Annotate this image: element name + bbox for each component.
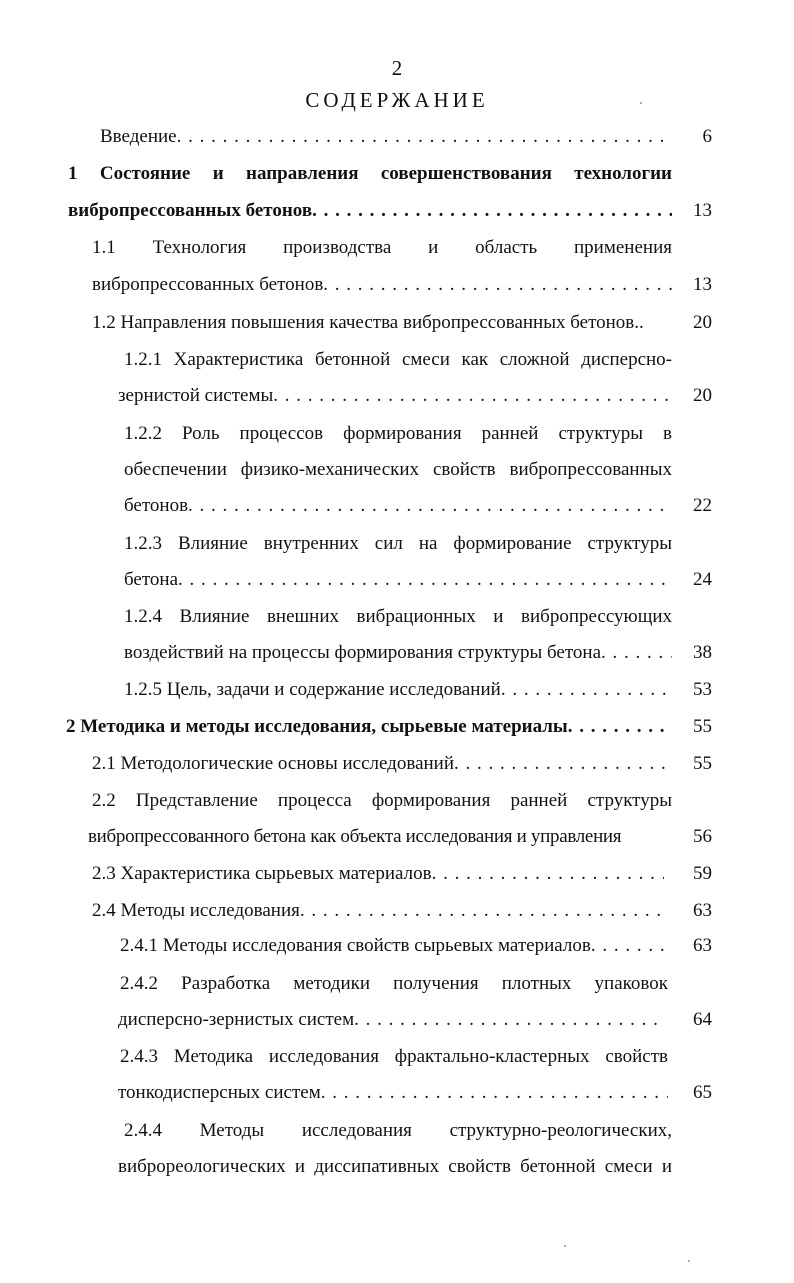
toc-leader-dots: [354, 1004, 664, 1036]
toc-entry-s1-2-1-line1: 1.2.1 Характеристика бетонной смеси как сложной дисперсно-: [124, 349, 672, 370]
toc-entry-s2-2: вибропрессованного бетона как объекта исследования и управления: [88, 826, 622, 847]
toc-entry-s1-2-2: [124, 490, 672, 522]
toc-page-number: 13: [693, 200, 712, 221]
toc-leader-dots: [323, 269, 672, 301]
toc-page-number: 59: [693, 863, 712, 884]
toc-entry-s1-2-1: [118, 380, 672, 412]
toc-leader-dots: [454, 748, 672, 780]
toc-entry-s2-3: [92, 858, 664, 890]
toc-entry-s1-2-3-line1: 1.2.3 Влияние внутренних сил на формирование структуры: [124, 533, 672, 554]
toc-entry-text: дисперсно-зернистых систем: [118, 1009, 355, 1030]
toc-leader-dots: [501, 674, 672, 706]
toc-entry-s1-2-4-line1: 1.2.4 Влияние внешних вибрационных и вибропрессующих: [124, 606, 672, 627]
toc-entry-s1-line1: 1 Состояние и направления совершенствования технологии: [68, 163, 672, 184]
toc-entry-s2-4-1: [120, 930, 668, 962]
toc-entry-s2-1: [92, 748, 672, 780]
toc-page-number: 6: [702, 126, 712, 147]
toc-entry-text: Введение: [100, 126, 177, 147]
toc-leader-dots: [177, 121, 672, 153]
toc-entry-text: 1.2.5 Цель, задачи и содержание исследований: [124, 679, 501, 700]
toc-entry-s2-4-2: [118, 1004, 664, 1036]
toc-page-number: 63: [693, 935, 712, 956]
scan-speck: [640, 102, 642, 104]
toc-leader-dots: [321, 1077, 668, 1109]
toc-entry-s1-1: [92, 269, 672, 301]
toc-leader-dots: [432, 858, 664, 890]
toc-entry-text: воздействий на процессы формирования структуры бетона: [124, 642, 602, 663]
toc-page-number: 20: [693, 312, 712, 333]
toc-leader-dots: [188, 490, 672, 522]
toc-entry-text: вибропрессованных бетонов: [68, 200, 313, 221]
page-title: СОДЕРЖАНИЕ: [305, 88, 489, 112]
page-number: 2: [391, 56, 403, 80]
toc-entry-s1-2-3: [124, 564, 672, 596]
toc-entry-s2-2-line1: 2.2 Представление процесса формирования ранней структуры: [92, 790, 672, 811]
toc-entry-text: тонкодисперсных систем: [118, 1082, 321, 1103]
toc-page-number: 55: [693, 716, 712, 737]
toc-entry-text: 2.4.1 Методы исследования свойств сырьевых материалов: [120, 935, 591, 956]
toc-page-number: 53: [693, 679, 712, 700]
toc-entry-s2: [66, 711, 672, 743]
toc-page-number: 55: [693, 753, 712, 774]
toc-page-number: 38: [693, 642, 712, 663]
toc-entry-s1-2: 1.2 Направления повышения качества вибропрессованных бетонов..: [92, 312, 644, 333]
toc-leader-dots: [601, 637, 672, 669]
toc-leader-dots: [273, 380, 672, 412]
toc-page-number: 13: [693, 274, 712, 295]
toc-entry-text: 2.4 Методы исследования: [92, 900, 300, 921]
toc-leader-dots: [178, 564, 672, 596]
toc-entry-s2-4-3: [118, 1077, 668, 1109]
toc-page-number: 22: [693, 495, 712, 516]
toc-entry-s1-2-2-line2: обеспечении физико-механических свойств вибропрессованных: [124, 459, 672, 480]
toc-page-number: 20: [693, 385, 712, 406]
toc-leader-dots: [312, 195, 672, 227]
toc-entry-s2-4-4-line2: виброреологических и диссипативных свойств бетонной смеси и: [118, 1156, 672, 1177]
toc-page-number: 65: [693, 1082, 712, 1103]
toc-entry-s1-2-5: [124, 674, 672, 706]
toc-entry-s1-2-4: [124, 637, 672, 669]
toc-page-number: 63: [693, 900, 712, 921]
toc-page-number: 56: [693, 826, 712, 847]
scan-speck: [688, 1260, 690, 1262]
toc-entry-text: 2.3 Характеристика сырьевых материалов: [92, 863, 432, 884]
toc-entry-intro: [100, 121, 672, 153]
toc-entry-s2-4-2-line1: 2.4.2 Разработка методики получения плотных упаковок: [120, 973, 668, 994]
toc-entry-text: вибропрессованных бетонов: [92, 274, 324, 295]
toc-entry-text: 2 Методика и методы исследования, сырьевые материалы: [66, 716, 568, 737]
toc-leader-dots: [300, 895, 664, 927]
toc-entry-s2-4-3-line1: 2.4.3 Методика исследования фрактально-кластерных свойств: [120, 1046, 668, 1067]
toc-entry-text: бетона: [124, 569, 179, 590]
toc-leader-dots: [568, 711, 672, 743]
toc-entry-s1-1-line1: 1.1 Технология производства и область применения: [92, 237, 672, 258]
toc-entry-text: бетонов: [124, 495, 189, 516]
toc-entry-s2-4-4-line1: 2.4.4 Методы исследования структурно-реологических,: [124, 1120, 672, 1141]
toc-page-number: 64: [693, 1009, 712, 1030]
toc-entry-s1: [68, 195, 672, 227]
toc-entry-s1-2-2-line1: 1.2.2 Роль процессов формирования ранней структуры в: [124, 423, 672, 444]
toc-entry-text: зернистой системы: [118, 385, 274, 406]
toc-page-number: 24: [693, 569, 712, 590]
toc-leader-dots: [591, 930, 668, 962]
toc-entry-s2-4: [92, 895, 664, 927]
toc-entry-text: 2.1 Методологические основы исследований: [92, 753, 455, 774]
scan-speck: [564, 1245, 566, 1247]
